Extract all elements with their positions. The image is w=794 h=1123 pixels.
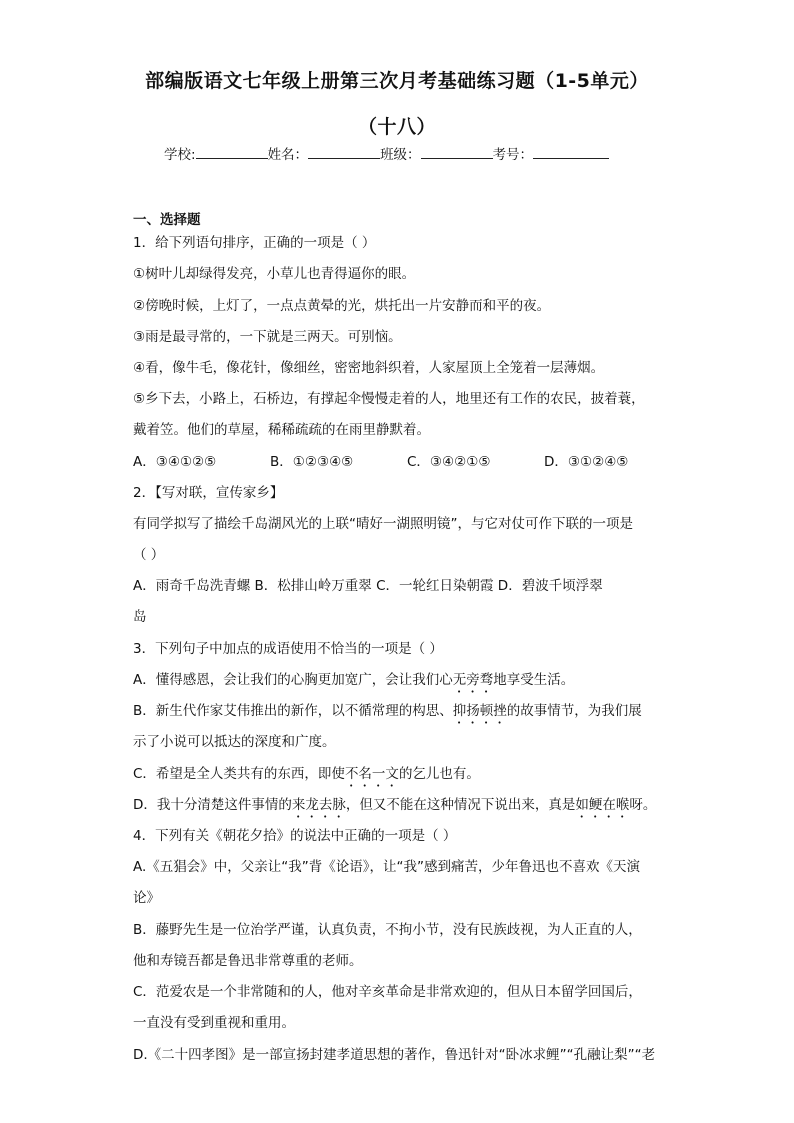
exam-title-number: （十八） [357,116,436,138]
q3-option-a[interactable] [133,671,574,696]
q1-option-d[interactable]: D．③①②④⑤ [544,454,629,470]
q2-stem: 2．【写对联，宣传家乡】 [133,485,284,501]
q3-option-b[interactable] [133,702,642,727]
q3-d-text-mid: ，但又不能在这种情况下说出来，真是 [345,797,576,813]
q3-b-text-end: 的故事情节，为我们展 [506,703,642,719]
q4-option-c-cont: 一直没有受到重视和重用。 [133,1015,295,1031]
q3-d-idiom-2: 如鲠在喉 [575,797,630,813]
exam-title: 部编版语文七年级上册第三次月考基础练习题（1-5单元） [145,70,649,92]
name-label: 姓名： [267,147,309,163]
class-field[interactable] [421,143,493,159]
q3-d-text: D．我十分清楚这件事情的 [133,797,292,813]
q1-sentence-5b: 戴着笠。他们的草屋，稀稀疏疏的在雨里静默着。 [133,422,430,438]
q3-a-idiom: 无旁骛 [452,672,494,688]
q3-option-c[interactable] [133,765,480,790]
q4-stem: 4．下列有关《朝花夕拾》的说法中正确的一项是（ ） [133,828,457,844]
q1-sentence-3: ③雨是最寻常的，一下就是三两天。可别恼。 [133,329,402,345]
q1-option-c[interactable]: C．③④②①⑤ [407,454,491,470]
q3-option-d[interactable] [133,796,656,821]
school-label: 学校: [164,147,196,163]
q2-paren: （ ） [133,547,165,563]
q1-sentence-1: ①树叶儿却绿得发亮，小草儿也青得逼你的眼。 [133,266,416,282]
q4-option-a[interactable]: A.《五猖会》中，父亲让“我”背《论语》，让“我”感到痛苦，少年鲁迅也不喜欢《天演 [133,859,641,875]
q3-c-idiom: 不名一文 [344,766,399,782]
q1-option-b[interactable]: B．①②③④⑤ [270,454,354,470]
q1-sentence-4: ④看，像牛毛，像花针，像细丝，密密地斜织着，人家屋顶上全笼着一层薄烟。 [133,360,605,376]
q1-option-a[interactable]: A．③④①②⑤ [133,454,217,470]
school-field[interactable] [196,143,268,159]
q2-options[interactable]: A．雨奇千岛洗青螺 B．松排山岭万重翠 C．一轮红日染朝霞 D．碧波千顷浮翠 [133,578,603,594]
q1-sentence-5a: ⑤乡下去，小路上，石桥边，有撑起伞慢慢走着的人，地里还有工作的农民，披着蓑， [133,391,645,407]
q3-a-text-end: 地享受生活。 [493,672,575,688]
q3-c-text: C．希望是全人类共有的东西，即使 [133,766,345,782]
q3-b-idiom: 抑扬顿挫 [452,703,507,719]
q4-option-b-cont: 他和寿镜吾都是鲁迅非常尊重的老师。 [133,953,363,969]
q3-d-text-end: 呀。 [629,797,657,813]
section-heading: 一、选择题 [133,212,201,228]
class-label: 班级： [380,147,421,163]
q2-body: 有同学拟写了描绘千岛湖风光的上联“晴好一湖照明镜”，与它对仗可作下联的一项是 [133,516,633,532]
q1-options [133,453,628,471]
q3-option-b-cont: 示了小说可以抵达的深度和广度。 [133,734,336,750]
q4-option-a-cont: 论》 [133,890,160,906]
q1-sentence-2: ②傍晚时候，上灯了，一点点黄晕的光，烘托出一片安静而和平的夜。 [133,298,551,314]
q4-option-b[interactable]: B．藤野先生是一位治学严谨，认真负责，不拘小节，没有民族歧视，为人正直的人， [133,922,642,938]
name-field[interactable] [308,143,380,159]
q1-stem: 1．给下列语句排序，正确的一项是（ ） [133,235,376,251]
q3-c-text-end: 的乞儿也有。 [398,766,480,782]
q2-options-tail: 岛 [133,609,147,625]
q3-stem: 3．下列句子中加点的成语使用不恰当的一项是（ ） [133,641,443,657]
student-info-row [164,143,609,163]
id-label: 考号： [492,147,534,163]
q4-option-d[interactable]: D.《二十四孝图》是一部宣扬封建孝道思想的著作，鲁迅针对“卧冰求鲤”“孔融让梨”“老 [133,1047,656,1063]
q3-d-idiom: 来龙去脉 [291,797,346,813]
q4-option-c[interactable]: C．范爱农是一个非常随和的人，他对辛亥革命是非常欢迎的，但从日本留学回国后， [133,984,642,1000]
q3-b-text: B．新生代作家艾伟推出的新作，以不循常理的构思、 [133,703,453,719]
id-field[interactable] [533,143,609,159]
q3-a-text: A．懂得感恩，会让我们的心胸更加宽广，会让我们心 [133,672,453,688]
